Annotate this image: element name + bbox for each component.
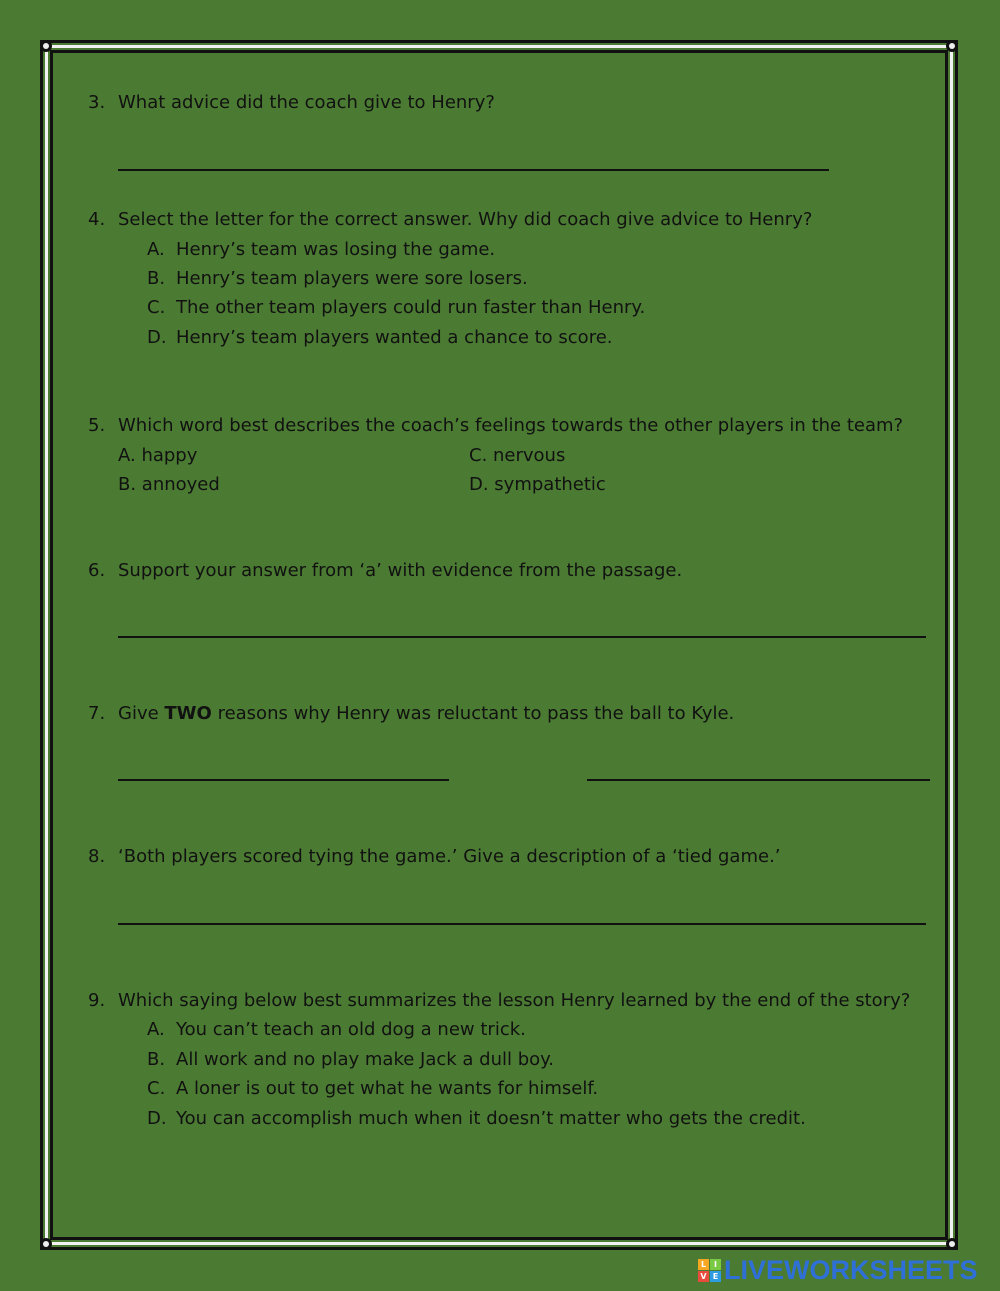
emphasis-two: TWO: [164, 703, 212, 724]
question-number: 8.: [88, 846, 106, 867]
answer-line-q3[interactable]: [118, 169, 829, 171]
option-b[interactable]: [147, 268, 528, 290]
question-text: Give TWO reasons why Henry was reluctant to pass the ball to Kyle.: [118, 703, 735, 724]
question-number: 4.: [88, 209, 106, 230]
question-number: 5.: [88, 415, 106, 436]
option-text: Henry’s team players wanted a chance to score.: [176, 327, 613, 348]
liveworksheets-logo[interactable]: [698, 1256, 978, 1284]
option-letter: A.: [147, 239, 165, 260]
option-text: You can’t teach an old dog a new trick.: [176, 1019, 526, 1040]
option-a[interactable]: [147, 1019, 526, 1041]
answer-line-q6[interactable]: [118, 636, 926, 638]
logo-letter-i: I: [710, 1259, 721, 1270]
border-corner-ornament: [946, 1238, 958, 1250]
option-letter: B.: [147, 1049, 166, 1070]
option-text: All work and no play make Jack a dull boy.: [176, 1049, 554, 1070]
logo-letter-v: V: [698, 1271, 709, 1282]
border-corner-ornament: [946, 40, 958, 52]
question-text: Which saying below best summarizes the lesson Henry learned by the end of the story?: [118, 990, 911, 1011]
option-d[interactable]: [147, 1108, 806, 1130]
option-a[interactable]: A. happy: [118, 445, 198, 466]
option-text: A loner is out to get what he wants for himself.: [176, 1078, 599, 1099]
answer-line-q8[interactable]: [118, 923, 926, 925]
option-letter: B.: [147, 268, 166, 289]
border-corner-ornament: [40, 40, 52, 52]
option-text: You can accomplish much when it doesn’t matter who gets the credit.: [176, 1108, 806, 1129]
question-number: 9.: [88, 990, 106, 1011]
question-number: 7.: [88, 703, 106, 724]
option-letter: A.: [147, 1019, 165, 1040]
question-text: Which word best describes the coach’s feelings towards the other players in the team?: [118, 415, 904, 436]
border-corner-ornament: [40, 1238, 52, 1250]
logo-letter-e: E: [710, 1271, 721, 1282]
answer-line-q7-reason-1[interactable]: [118, 779, 449, 781]
question-number: 3.: [88, 92, 106, 113]
option-c[interactable]: C. nervous: [469, 445, 566, 466]
option-text: Henry’s team was losing the game.: [176, 239, 496, 260]
option-b[interactable]: [147, 1049, 554, 1071]
option-letter: D.: [147, 327, 167, 348]
question-text: Select the letter for the correct answer. Why did coach give advice to Henry?: [118, 209, 813, 230]
option-text: The other team players could run faster than Henry.: [176, 297, 646, 318]
option-letter: C.: [147, 297, 166, 318]
question-text: What advice did the coach give to Henry?: [118, 92, 495, 113]
option-letter: C.: [147, 1078, 166, 1099]
option-text: Henry’s team players were sore losers.: [176, 268, 528, 289]
logo-wordmark: LIVEWORKSHEETS: [724, 1254, 978, 1285]
option-a[interactable]: [147, 239, 496, 261]
option-d[interactable]: D. sympathetic: [469, 474, 606, 495]
option-c[interactable]: [147, 297, 646, 319]
option-letter: D.: [147, 1108, 167, 1129]
question-text: Support your answer from ‘a’ with evidence from the passage.: [118, 560, 683, 581]
option-c[interactable]: [147, 1078, 599, 1100]
question-text: ‘Both players scored tying the game.’ Give a description of a ‘tied game.’: [118, 846, 781, 867]
logo-letter-l: L: [698, 1259, 709, 1270]
question-number: 6.: [88, 560, 106, 581]
option-d[interactable]: [147, 327, 613, 349]
option-b[interactable]: B. annoyed: [118, 474, 220, 495]
logo-mark: [698, 1259, 721, 1282]
answer-line-q7-reason-2[interactable]: [587, 779, 930, 781]
